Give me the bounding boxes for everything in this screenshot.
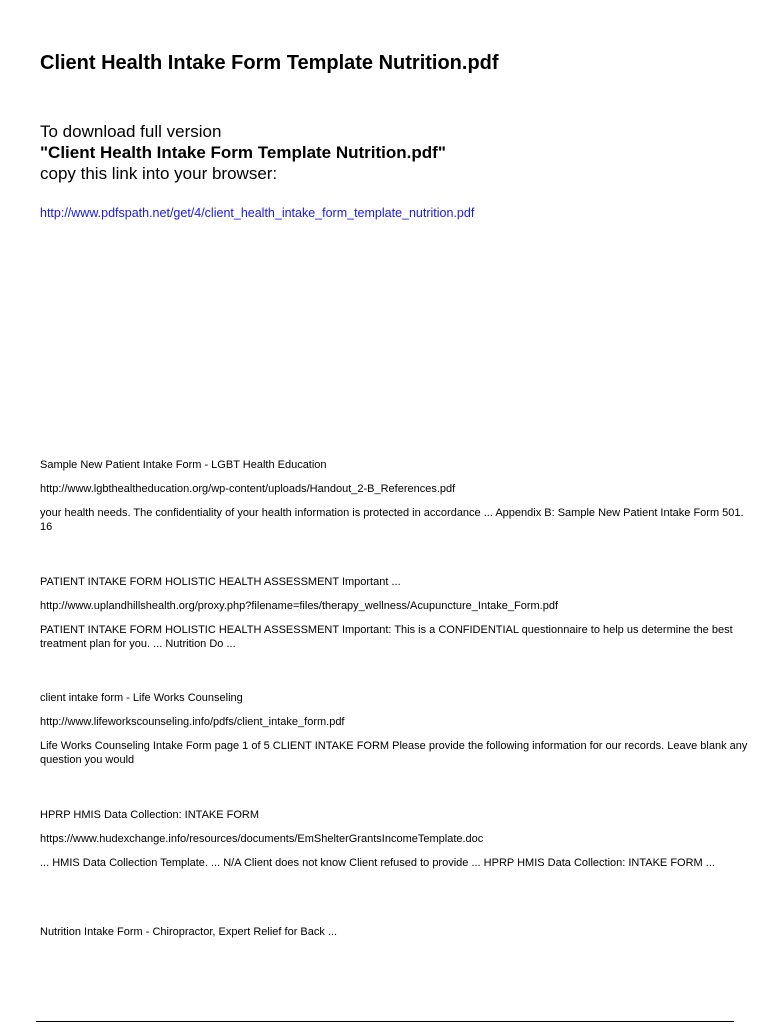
result-snippet: ... HMIS Data Collection Template. ... N/A Client does not know Client refused to provide ... HPRP HMIS Data Collection: INTAKE FORM ...: [40, 857, 715, 869]
download-filename: "Client Health Intake Form Template Nutrition.pdf": [40, 143, 446, 162]
result-snippet: your health needs. The confidentiality of your health information is protected in accordance ... Appendix B: Sample New Patient Intake Form 501. 16: [40, 507, 744, 533]
result-item: [40, 691, 750, 767]
result-item: [40, 925, 750, 939]
result-snippet: Life Works Counseling Intake Form page 1 of 5 CLIENT INTAKE FORM Please provide the following information for our records. Leave blank any question you would: [40, 740, 748, 766]
page-bottom-divider: [36, 1021, 734, 1022]
result-url: https://www.hudexchange.info/resources/documents/EmShelterGrantsIncomeTemplate.doc: [40, 833, 484, 845]
download-link[interactable]: http://www.pdfspath.net/get/4/client_health_intake_form_template_nutrition.pdf: [40, 206, 475, 220]
download-instructions: [40, 121, 446, 184]
result-title: client intake form - Life Works Counseling: [40, 692, 243, 704]
result-url: http://www.uplandhillshealth.org/proxy.php?filename=files/therapy_wellness/Acupuncture_Intake_Form.pdf: [40, 600, 559, 612]
result-item: [40, 808, 750, 870]
result-item: [40, 575, 750, 651]
result-snippet: PATIENT INTAKE FORM HOLISTIC HEALTH ASSESSMENT Important: This is a CONFIDENTIAL questionnaire to help us determine the best treatment plan for you. ... Nutrition Do ...: [40, 624, 733, 650]
result-url: http://www.lgbthealtheducation.org/wp-content/uploads/Handout_2-B_References.pdf: [40, 483, 456, 495]
result-title: Sample New Patient Intake Form - LGBT Health Education: [40, 459, 327, 471]
download-line-1: To download full version: [40, 122, 222, 141]
result-title: Nutrition Intake Form - Chiropractor, Expert Relief for Back ...: [40, 926, 338, 938]
download-line-3: copy this link into your browser:: [40, 164, 278, 183]
result-title: PATIENT INTAKE FORM HOLISTIC HEALTH ASSESSMENT Important ...: [40, 576, 401, 588]
result-item: [40, 458, 750, 534]
result-title: HPRP HMIS Data Collection: INTAKE FORM: [40, 809, 260, 821]
page-title: Client Health Intake Form Template Nutrition.pdf: [40, 52, 499, 74]
result-url: http://www.lifeworkscounseling.info/pdfs/client_intake_form.pdf: [40, 716, 345, 728]
